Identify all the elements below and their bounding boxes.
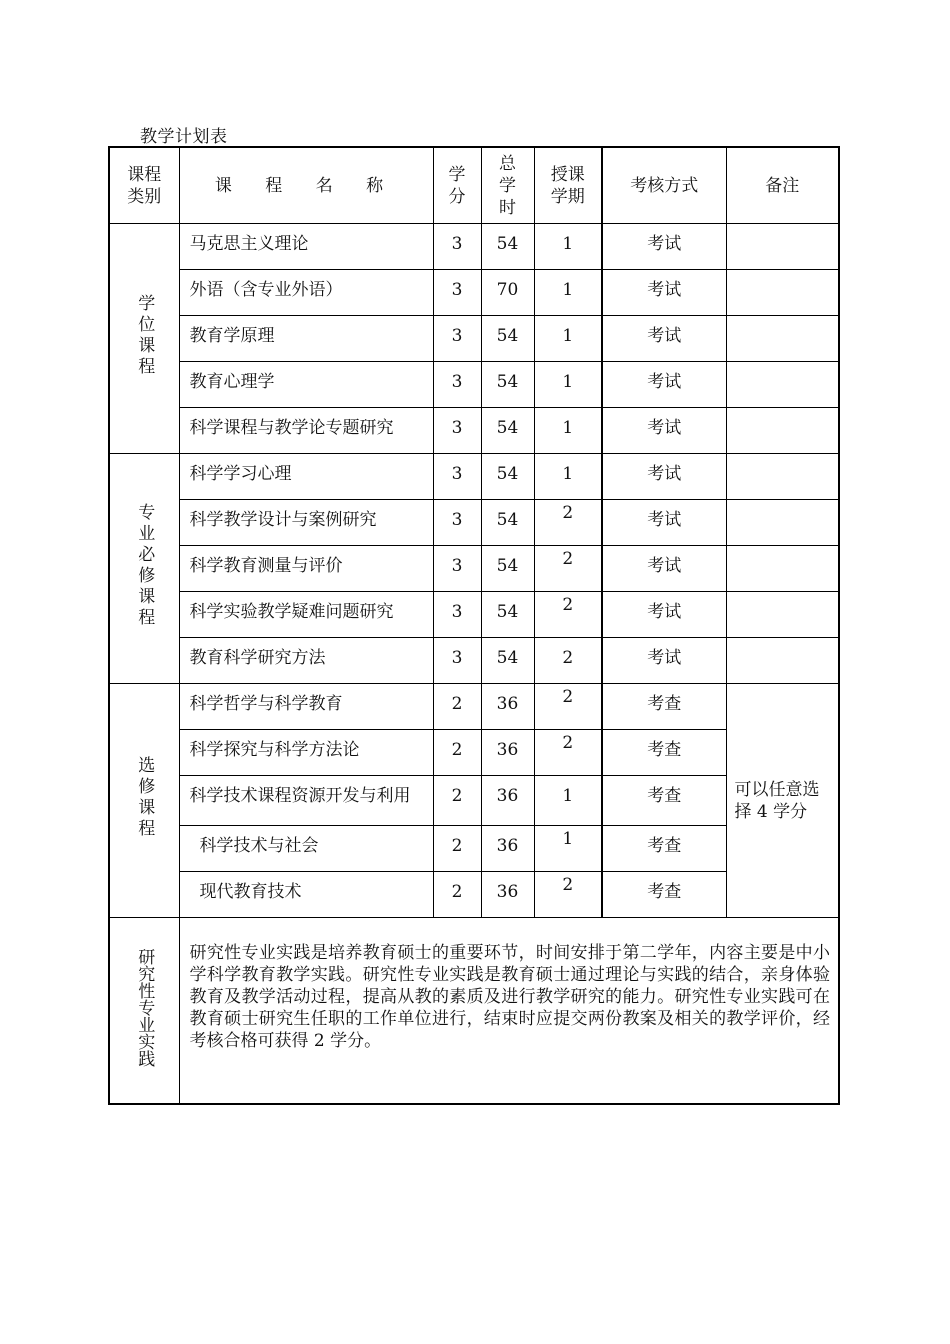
table-row (109, 684, 839, 730)
course-name: 科学实验教学疑难问题研究 (179, 592, 433, 638)
course-credits: 3 (433, 500, 481, 546)
notes-cell (726, 362, 839, 408)
course-name: 教育科学研究方法 (179, 638, 433, 684)
course-credits: 2 (433, 730, 481, 776)
course-credits: 3 (433, 362, 481, 408)
practice-category-text: 研究性专业实践 (134, 947, 155, 1067)
course-hours: 36 (481, 872, 534, 918)
header-credits-text: 学分 (448, 164, 466, 207)
course-semester: 2 (534, 500, 602, 546)
elective-note: 可以任意选择 4 学分 (726, 684, 839, 918)
course-hours: 36 (481, 826, 534, 872)
course-hours: 54 (481, 500, 534, 546)
table-row (109, 638, 839, 684)
notes-cell (726, 316, 839, 362)
course-credits: 2 (433, 684, 481, 730)
notes-cell (726, 270, 839, 316)
course-name: 教育心理学 (179, 362, 433, 408)
course-credits: 3 (433, 408, 481, 454)
practice-description: 研究性专业实践是培养教育硕士的重要环节，时间安排于第二学年，内容主要是中小学科学教育教学实践。研究性专业实践是教育硕士通过理论与实践的结合，亲身体验教育及教学活动过程，提高从教的素质及进行教学研究的能力。研究性专业实践可在教育硕士研究生任职的工作单位进行，结束时应提交两份教案及相关的教学评价，经考核合格可获得 2 学分。 (179, 918, 839, 1104)
course-semester: 1 (534, 316, 602, 362)
table-row (109, 500, 839, 546)
course-hours: 54 (481, 408, 534, 454)
course-semester: 1 (534, 270, 602, 316)
course-semester: 1 (534, 362, 602, 408)
course-semester: 2 (534, 546, 602, 592)
table-row (109, 316, 839, 362)
category-label: 学位课程 (134, 293, 155, 378)
course-hours: 70 (481, 270, 534, 316)
course-name: 现代教育技术 (179, 872, 433, 918)
course-semester: 2 (534, 730, 602, 776)
table-row (109, 408, 839, 454)
notes-cell (726, 638, 839, 684)
course-semester: 2 (534, 638, 602, 684)
course-credits: 3 (433, 638, 481, 684)
category-label: 专业必修课程 (134, 502, 155, 629)
course-semester: 1 (534, 826, 602, 872)
course-hours: 54 (481, 454, 534, 500)
course-assessment: 考查 (602, 730, 726, 776)
course-assessment: 考试 (602, 638, 726, 684)
header-hours (481, 147, 534, 224)
course-assessment: 考试 (602, 592, 726, 638)
course-assessment: 考查 (602, 684, 726, 730)
course-assessment: 考试 (602, 408, 726, 454)
course-assessment: 考查 (602, 826, 726, 872)
table-row (109, 592, 839, 638)
header-credits (433, 147, 481, 224)
course-semester: 1 (534, 776, 602, 826)
header-semester (534, 147, 602, 224)
table-row (109, 454, 839, 500)
course-credits: 3 (433, 592, 481, 638)
notes-cell (726, 592, 839, 638)
course-hours: 54 (481, 362, 534, 408)
course-semester: 2 (534, 872, 602, 918)
course-assessment: 考试 (602, 454, 726, 500)
course-credits: 3 (433, 546, 481, 592)
practice-category (109, 918, 179, 1104)
header-category-text: 课程类别 (127, 164, 162, 207)
course-assessment: 考试 (602, 224, 726, 270)
course-assessment: 考查 (602, 776, 726, 826)
course-hours: 54 (481, 546, 534, 592)
course-assessment: 考试 (602, 316, 726, 362)
course-name: 科学哲学与科学教育 (179, 684, 433, 730)
course-hours: 54 (481, 316, 534, 362)
notes-cell (726, 546, 839, 592)
course-name: 科学学习心理 (179, 454, 433, 500)
notes-cell (726, 500, 839, 546)
course-semester: 2 (534, 592, 602, 638)
course-assessment: 考试 (602, 546, 726, 592)
notes-cell (726, 408, 839, 454)
course-assessment: 考试 (602, 362, 726, 408)
header-name: 课 程 名 称 (179, 147, 433, 224)
course-hours: 36 (481, 684, 534, 730)
teaching-plan-table (108, 146, 840, 1105)
course-hours: 54 (481, 224, 534, 270)
category-cell (109, 684, 179, 918)
notes-cell (726, 454, 839, 500)
course-hours: 54 (481, 592, 534, 638)
category-cell (109, 454, 179, 684)
course-name: 科学课程与教学论专题研究 (179, 408, 433, 454)
header-hours-text: 总学时 (499, 153, 516, 218)
table-row (109, 224, 839, 270)
course-credits: 2 (433, 776, 481, 826)
course-name: 教育学原理 (179, 316, 433, 362)
table-row (109, 270, 839, 316)
header-row (109, 147, 839, 224)
table-row (109, 362, 839, 408)
course-semester: 1 (534, 224, 602, 270)
category-label: 选修课程 (134, 755, 155, 840)
table-caption: 教学计划表 (140, 127, 228, 147)
course-assessment: 考查 (602, 872, 726, 918)
table-row (109, 546, 839, 592)
course-name: 科学探究与科学方法论 (179, 730, 433, 776)
course-hours: 36 (481, 730, 534, 776)
header-notes: 备注 (726, 147, 839, 224)
course-credits: 3 (433, 224, 481, 270)
course-semester: 1 (534, 454, 602, 500)
course-name: 马克思主义理论 (179, 224, 433, 270)
header-assessment: 考核方式 (602, 147, 726, 224)
course-credits: 2 (433, 826, 481, 872)
category-cell (109, 224, 179, 454)
course-semester: 2 (534, 684, 602, 730)
header-category (109, 147, 179, 224)
header-semester-text: 授课学期 (550, 164, 585, 207)
course-name: 科学技术课程资源开发与利用 (179, 776, 433, 826)
course-credits: 3 (433, 454, 481, 500)
course-hours: 54 (481, 638, 534, 684)
practice-row (109, 918, 839, 1104)
course-name: 科学教学设计与案例研究 (179, 500, 433, 546)
course-credits: 3 (433, 270, 481, 316)
course-hours: 36 (481, 776, 534, 826)
course-semester: 1 (534, 408, 602, 454)
course-name: 科学技术与社会 (179, 826, 433, 872)
course-assessment: 考试 (602, 270, 726, 316)
notes-cell (726, 224, 839, 270)
course-credits: 3 (433, 316, 481, 362)
course-name: 科学教育测量与评价 (179, 546, 433, 592)
course-assessment: 考试 (602, 500, 726, 546)
course-name: 外语（含专业外语） (179, 270, 433, 316)
course-credits: 2 (433, 872, 481, 918)
